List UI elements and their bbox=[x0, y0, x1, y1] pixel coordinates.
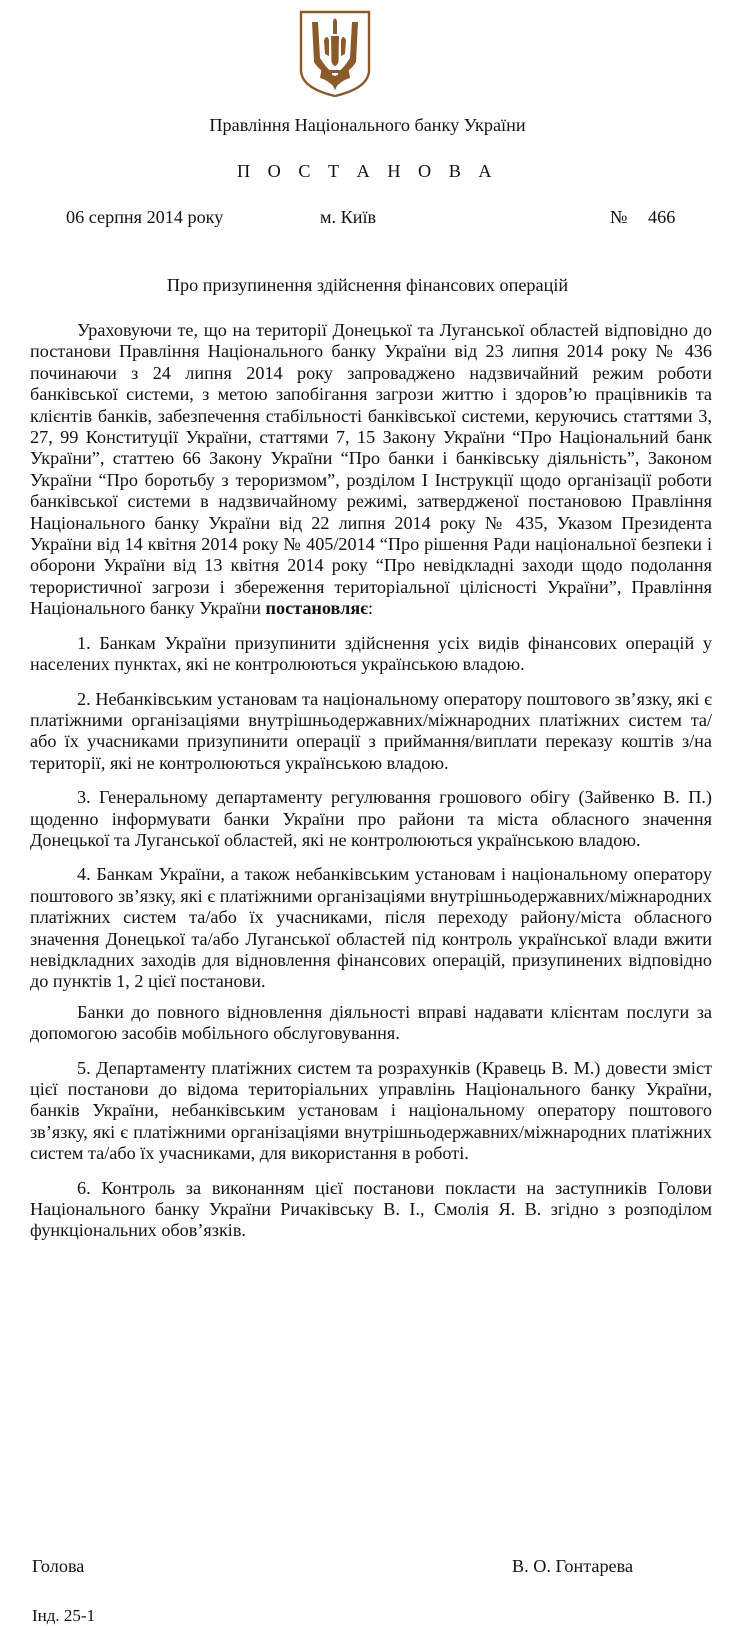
item-2: 2. Небанківським установам та національному оператору поштового зв’язку, які є платіжними організаціями внутрішньодержавних/міжнародних платіжних систем та/або їх учасниками призупинити операції з приймання/виплати переказу коштів з/на території, які не контролюються українською владою. bbox=[30, 688, 712, 773]
document-index: Інд. 25-1 bbox=[32, 1606, 96, 1625]
signature-title: Голова bbox=[32, 1556, 85, 1576]
document-number-label: № bbox=[610, 207, 628, 227]
resolves-keyword: постановляє bbox=[265, 598, 369, 619]
item-6: 6. Контроль за виконанням цієї постанови покласти на заступників Голови Національного банку України Ричаківську В. І., Смолія Я. В. згідно з розподілом функціональних обов’язків. bbox=[30, 1177, 712, 1241]
organization-name: Правління Національного банку України bbox=[209, 115, 526, 135]
item-5: 5. Департаменту платіжних систем та розрахунків (Кравець В. М.) довести зміст цієї постанови до відома територіальних управлінь Національного банку України, банків України, небанківським установам і національному оператору поштового зв’язку, які є платіжними організаціями внутрішньодержавних/міжнародних платіжних систем та/або їх учасниками, для використання в роботі. bbox=[30, 1057, 712, 1164]
item-3: 3. Генеральному департаменту регулювання грошового обігу (Зайвенко В. П.) щоденно інформувати банки України про райони та міста обласного значення Донецької та Луганської областей, які не контролюються українською владою. bbox=[30, 787, 712, 850]
document-type: П О С Т А Н О В А bbox=[236, 161, 499, 181]
item-4-addendum: Банки до повного відновлення діяльності вправі надавати клієнтам послуги за допомогою засобів мобільного обслуговування. bbox=[30, 1001, 712, 1044]
document-date: 06 серпня 2014 року bbox=[66, 207, 224, 227]
item-1: 1. Банкам України призупинити здійснення усіх видів фінансових операцій у населених пунктах, які не контролюються українською владою. bbox=[30, 632, 712, 675]
preamble-paragraph bbox=[30, 320, 712, 620]
signature-name: В. О. Гонтарева bbox=[512, 1556, 634, 1576]
document-subject: Про призупинення здійснення фінансових операцій bbox=[166, 275, 569, 295]
trident-emblem-icon bbox=[298, 10, 372, 97]
document-number: 466 bbox=[648, 207, 676, 227]
resolves-colon: : bbox=[368, 598, 374, 619]
item-4: 4. Банкам України, а також небанківським установам і національному оператору поштового зв’язку, які є платіжними організаціями внутрішньодержавних/міжнародних платіжних систем та/або їх учасниками, після переходу району/міста обласного значення Донецької та/або Луганської областей під контроль української влади вжити невідкладних заходів для відновлення фінансових операцій, призупинених відповідно до пунктів 1, 2 цієї постанови. bbox=[30, 864, 712, 992]
preamble-text: Ураховуючи те, що на території Донецької та Луганської областей відповідно до постанови Правління Національного банку України від 23 липня 2014 року № 436 починаючи з 24 липня 2014 року запроваджено надзвичайний режим роботи банківської системи, з метою запобігання загрози життю і здоров’ю працівників та клієнтів банків, забезпечення стабільності банківської системи, керуючись статтями 3, 27, 99 Конституції України, статтями 7, 15 Закону України “Про Національний банк України”, статтею 66 Закону України “Про банки і банківську діяльність”, Законом України “Про боротьбу з тероризмом”, розділом І Інструкції щодо організації роботи банківської системи в надзвичайному режимі, затвердженої постановою Правління Національного банку України від 22 липня 2014 року № 435, Указом Президента України від 14 квітня 2014 року № 405/2014 “Про рішення Ради національної безпеки і оборони України від 13 квітня 2014 року “Про невідкладні заходи щодо подолання терористичної загрози і збереження територіальної цілісності України”, Правління Національного банку України bbox=[30, 320, 712, 619]
document-city: м. Київ bbox=[320, 207, 377, 227]
document-body bbox=[30, 320, 712, 1242]
